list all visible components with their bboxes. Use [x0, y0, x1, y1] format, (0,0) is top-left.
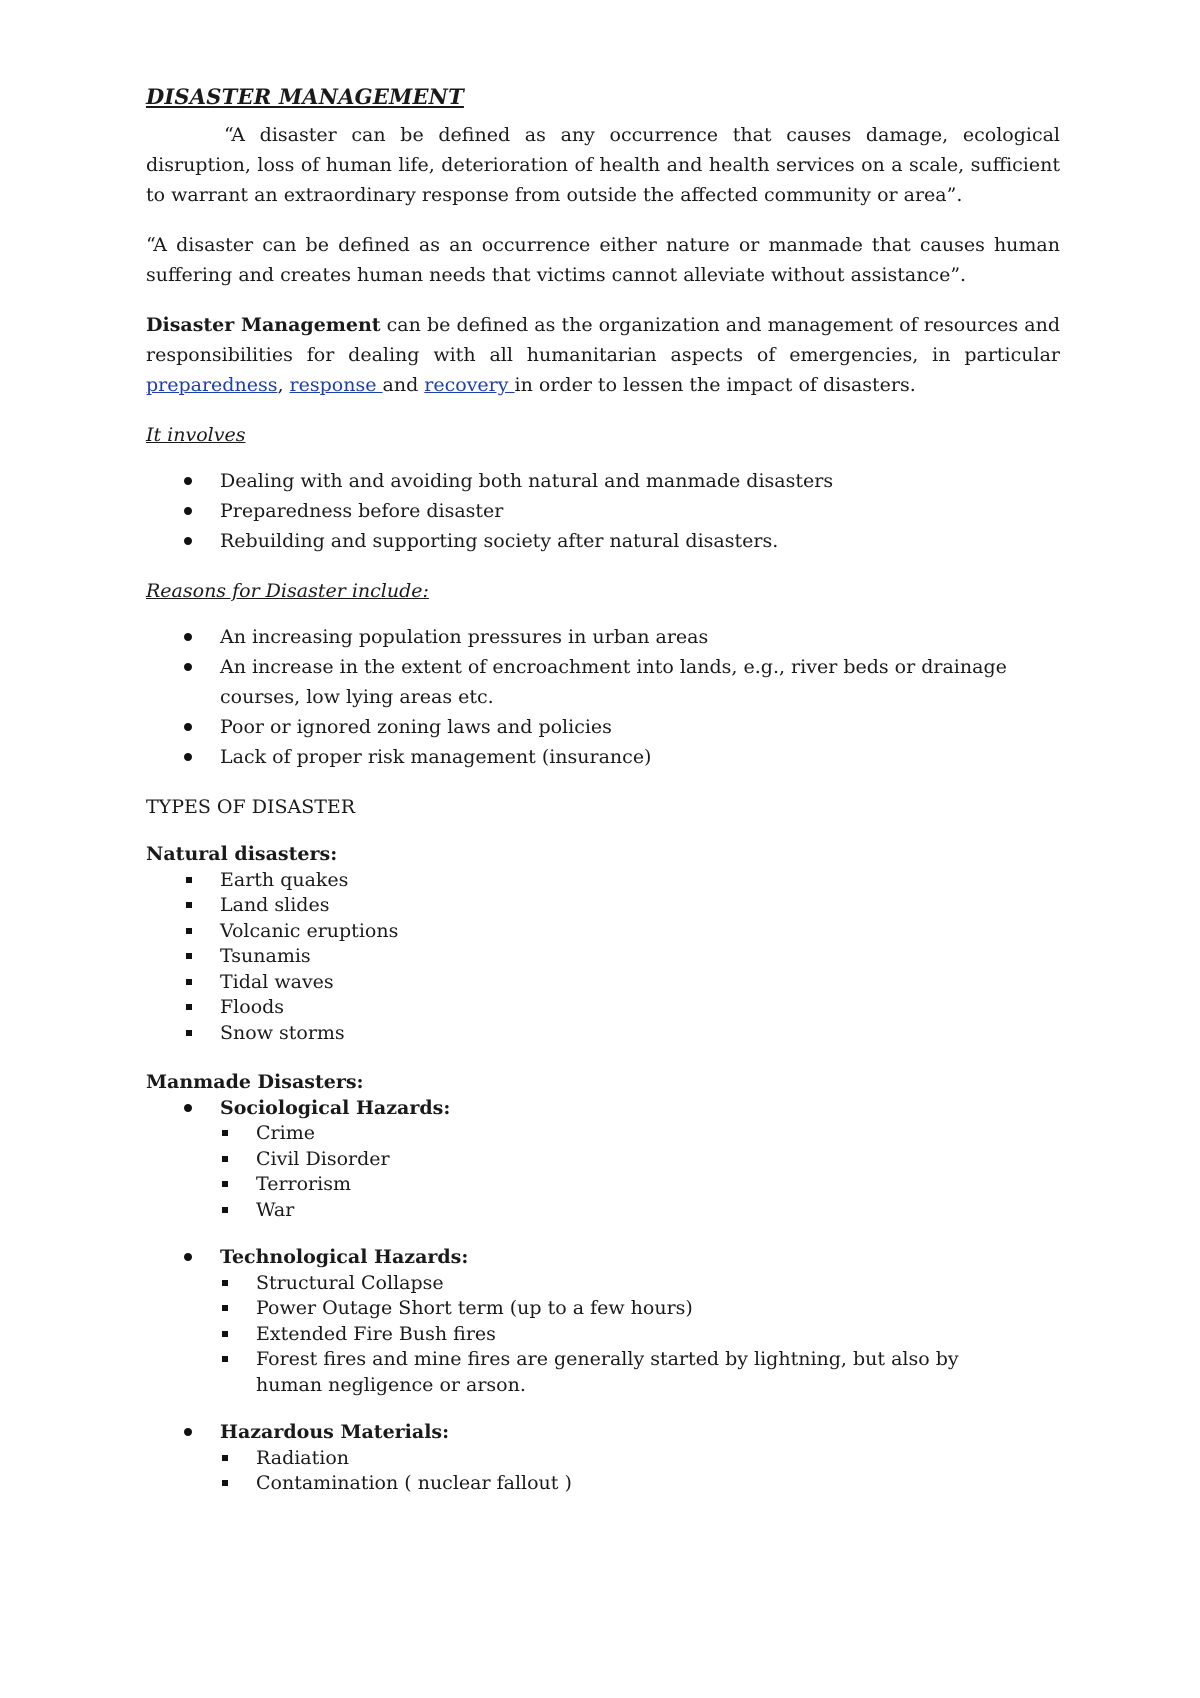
natural-heading: Natural disasters:: [146, 843, 338, 865]
bullet-icon: [184, 633, 192, 641]
list-item: Earth quakes: [146, 868, 1060, 894]
list-item: Extended Fire Bush fires: [146, 1322, 1060, 1348]
list-item: Preparedness before disaster: [146, 496, 1060, 526]
dm-term: Disaster Management: [146, 314, 381, 336]
involves-heading: It involves: [146, 424, 246, 446]
technological-heading: Technological Hazards:: [146, 1245, 1060, 1271]
square-bullet-icon: [186, 953, 192, 959]
hazardous-heading: Hazardous Materials:: [146, 1420, 1060, 1446]
list-item: Contamination ( nuclear fallout ): [146, 1471, 1060, 1497]
manmade-heading: Manmade Disasters:: [146, 1071, 364, 1093]
dm-sep1: ,: [277, 374, 290, 396]
dm-tail: in order to lessen the impact of disasters.: [514, 374, 916, 396]
list-item: Forest fires and mine fires are generally started by lightning, but also by human negligence or arson.: [146, 1347, 1060, 1398]
list-item: An increase in the extent of encroachment into lands, e.g., river beds or drainage courses, low lying areas etc.: [146, 652, 1060, 712]
sociological-list: [146, 1121, 1060, 1223]
hazardous-group: [146, 1420, 1060, 1497]
technological-list: [146, 1271, 1060, 1399]
square-bullet-icon: [186, 877, 192, 883]
bullet-icon: [184, 477, 192, 485]
square-bullet-icon: [186, 1004, 192, 1010]
square-bullet-icon: [222, 1356, 228, 1362]
bullet-icon: [184, 753, 192, 761]
square-bullet-icon: [222, 1181, 228, 1187]
recovery-link[interactable]: recovery: [424, 374, 515, 396]
dm-sep2: and: [382, 374, 425, 396]
square-bullet-icon: [222, 1480, 228, 1486]
square-bullet-icon: [222, 1280, 228, 1286]
sociological-heading: Sociological Hazards:: [146, 1096, 1060, 1122]
list-item: Terrorism: [146, 1172, 1060, 1198]
document-page: [146, 82, 1060, 1519]
page-title: DISASTER MANAGEMENT: [146, 84, 464, 109]
square-bullet-icon: [186, 928, 192, 934]
list-item: An increasing population pressures in urban areas: [146, 622, 1060, 652]
bullet-icon: [184, 537, 192, 545]
list-item: Land slides: [146, 893, 1060, 919]
square-bullet-icon: [186, 902, 192, 908]
list-item: Structural Collapse: [146, 1271, 1060, 1297]
list-item: Volcanic eruptions: [146, 919, 1060, 945]
square-bullet-icon: [222, 1305, 228, 1311]
sociological-group: [146, 1096, 1060, 1224]
list-item: Civil Disorder: [146, 1147, 1060, 1173]
square-bullet-icon: [186, 979, 192, 985]
bullet-icon: [184, 723, 192, 731]
disaster-management-paragraph: [146, 310, 1060, 400]
bullet-icon: [184, 663, 192, 671]
hazardous-list: [146, 1446, 1060, 1497]
list-item: Dealing with and avoiding both natural and manmade disasters: [146, 466, 1060, 496]
list-item: War: [146, 1198, 1060, 1224]
bullet-icon: [184, 1253, 192, 1261]
definition-paragraph-2: “A disaster can be defined as an occurrence either nature or manmade that causes human suffering and creates human needs that victims cannot alleviate without assistance”.: [146, 234, 1060, 286]
bullet-icon: [184, 1428, 192, 1436]
square-bullet-icon: [222, 1455, 228, 1461]
list-item: Tidal waves: [146, 970, 1060, 996]
list-item: Rebuilding and supporting society after natural disasters.: [146, 526, 1060, 556]
list-item: Snow storms: [146, 1021, 1060, 1047]
bullet-icon: [184, 1104, 192, 1112]
response-link[interactable]: response: [289, 374, 383, 396]
natural-list: [146, 868, 1060, 1047]
square-bullet-icon: [222, 1130, 228, 1136]
types-heading: TYPES OF DISASTER: [146, 796, 356, 818]
reasons-heading: Reasons for Disaster include:: [146, 580, 429, 602]
list-item: Radiation: [146, 1446, 1060, 1472]
list-item: Floods: [146, 995, 1060, 1021]
technological-group: [146, 1245, 1060, 1398]
definition-paragraph-1: “A disaster can be defined as any occurrence that causes damage, ecological disruption, loss of human life, deterioration of health and health services on a scale, sufficient to warrant an extraordinary response from outside the affected community or area”.: [146, 124, 1060, 206]
square-bullet-icon: [222, 1331, 228, 1337]
list-item: Lack of proper risk management (insurance): [146, 742, 1060, 772]
list-item: Power Outage Short term (up to a few hours): [146, 1296, 1060, 1322]
bullet-icon: [184, 507, 192, 515]
dm-text: can be defined as the organization and management of resources and responsibilities for dealing with all humanitarian aspects of emergencies, in particular: [146, 314, 1060, 366]
square-bullet-icon: [222, 1156, 228, 1162]
square-bullet-icon: [186, 1030, 192, 1036]
list-item: Tsunamis: [146, 944, 1060, 970]
reasons-list: [146, 622, 1060, 772]
involves-list: [146, 466, 1060, 556]
list-item: Poor or ignored zoning laws and policies: [146, 712, 1060, 742]
list-item: Crime: [146, 1121, 1060, 1147]
square-bullet-icon: [222, 1207, 228, 1213]
preparedness-link[interactable]: preparedness: [146, 374, 278, 396]
